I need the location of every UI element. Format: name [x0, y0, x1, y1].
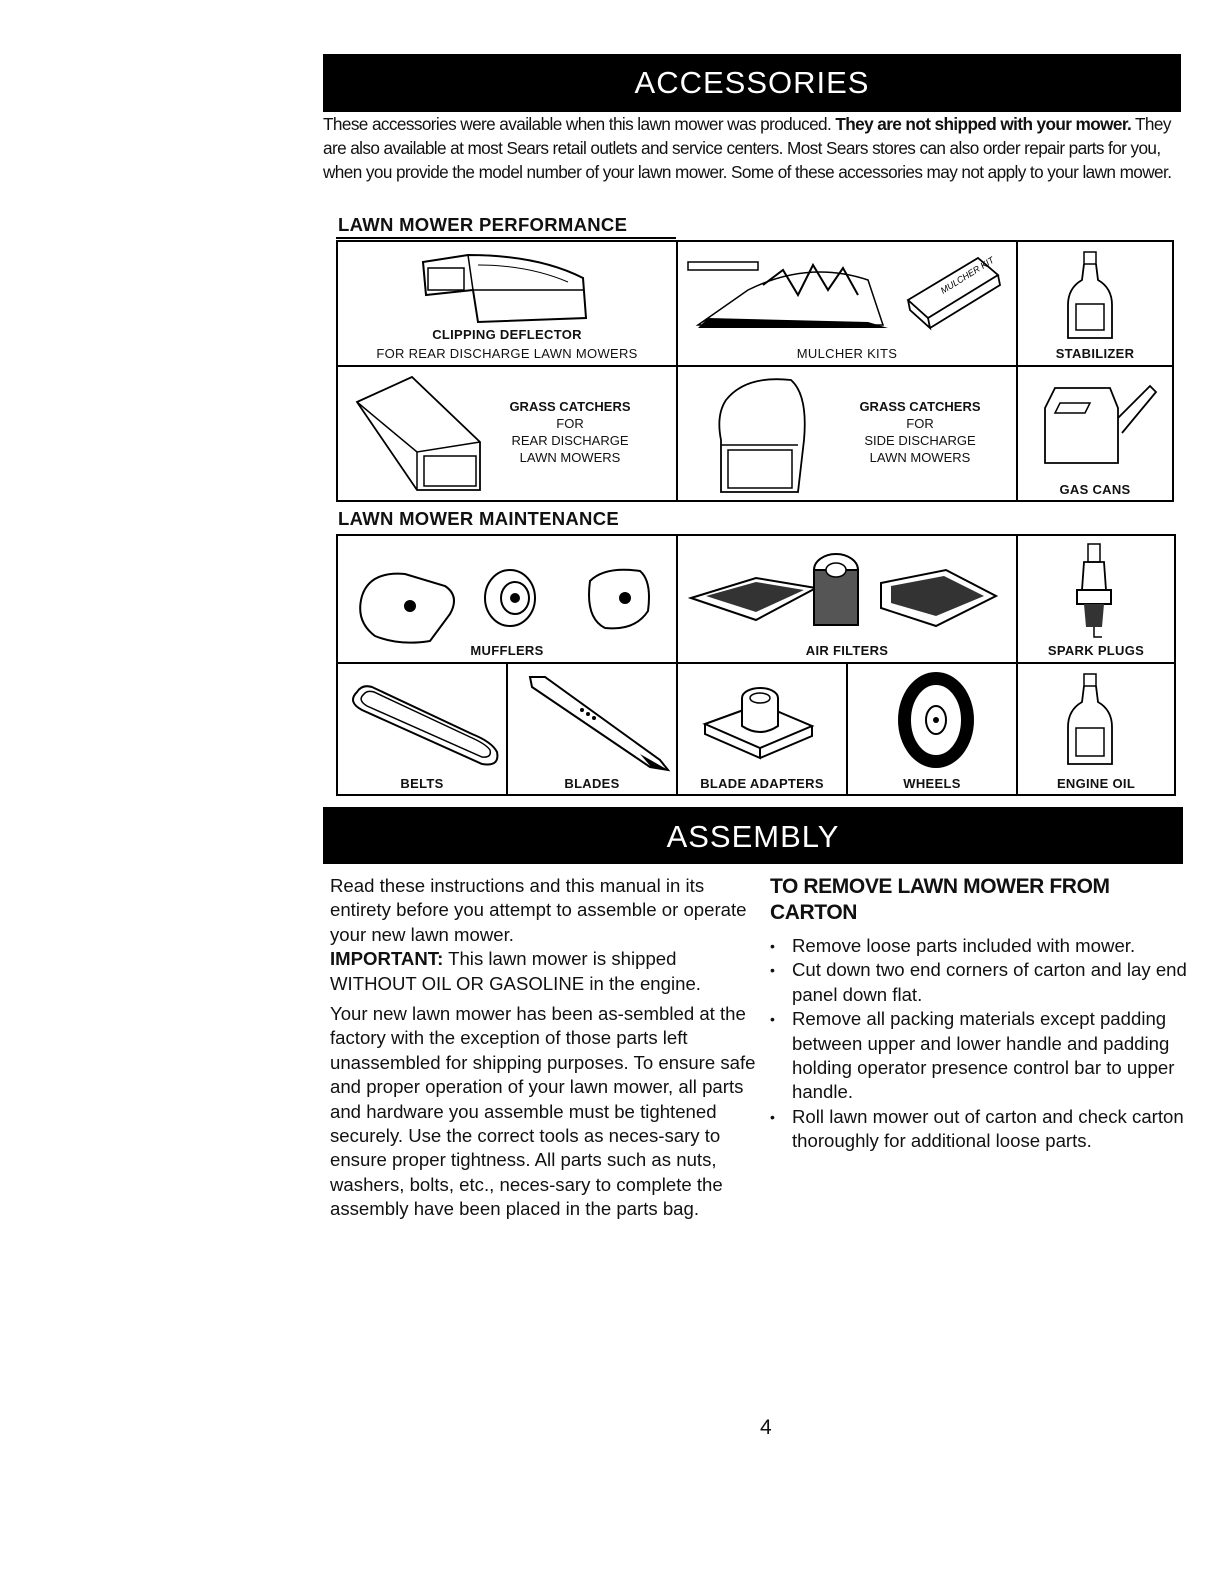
blades-label: BLADES [564, 776, 620, 791]
grass-catcher-rear-label: GRASS CATCHERS FOR REAR DISCHARGE LAWN MOWERS [509, 399, 631, 465]
blade-adapters-label: BLADE ADAPTERS [700, 776, 824, 791]
clipping-deflector-label-1: CLIPPING DEFLECTOR [432, 327, 582, 342]
remove-steps-list [770, 934, 1190, 1154]
air-filter-icon [686, 548, 1008, 640]
wheel-icon [890, 668, 980, 772]
engine-oil-label: ENGINE OIL [1056, 776, 1136, 791]
stabilizer-label: STABILIZER [1055, 346, 1135, 361]
spark-plug-icon [1072, 542, 1116, 640]
belts-label: BELTS [400, 776, 444, 791]
assembly-para-2: Your new lawn mower has been as-sembled at the factory with the exception of those parts left unassembled for shipping purposes. To ensure safe and proper operation of your lawn mower, all parts and hardware you assemble must be tightened securely. Use the correct tools as neces-sary to ensure proper tightness. All parts such as nuts, washers, bolts, etc., neces-sary to complete the assembly have been placed in the parts bag. [330, 1003, 756, 1220]
belt-icon [342, 672, 504, 772]
mulcher-kit-icon [688, 250, 1008, 335]
stabilizer-bottle-icon [1060, 250, 1120, 342]
blade-icon [520, 672, 670, 772]
page-number: 4 [760, 1416, 772, 1439]
gas-cans-label: GAS CANS [1059, 482, 1131, 497]
performance-heading: LAWN MOWER PERFORMANCE [338, 214, 628, 235]
air-filters-label: AIR FILTERS [805, 643, 889, 658]
intro-text-2: They are also available at most Sears retail outlets and service centers. Most Sears stores can also order repair parts for you, when you provide the model number of your lawn mower. Some of these accessories may not apply to your lawn mower. [323, 114, 1172, 182]
accessories-intro [323, 112, 1193, 184]
list-item: • Remove loose parts included with mower. [792, 934, 1190, 958]
intro-bold: They are not shipped with your mower. [835, 114, 1132, 134]
grass-catcher-side-icon [716, 370, 816, 495]
assembly-para-1: Read these instructions and this manual in its entirety before you attempt to assemble or operate your new lawn mower. [330, 875, 747, 945]
grass-catcher-side-label: GRASS CATCHERS FOR SIDE DISCHARGE LAWN MOWERS [859, 399, 981, 465]
engine-oil-bottle-icon [1060, 672, 1120, 768]
spark-plugs-label: SPARK PLUGS [1047, 643, 1145, 658]
remove-from-carton-title: TO REMOVE LAWN MOWER FROM CARTON [770, 875, 1110, 924]
gas-can-icon [1040, 378, 1160, 468]
clipping-deflector-label-2: FOR REAR DISCHARGE LAWN MOWERS [376, 346, 638, 361]
maintenance-heading: LAWN MOWER MAINTENANCE [338, 508, 619, 529]
clipping-deflector-icon [418, 250, 598, 330]
assembly-banner: ASSEMBLY [323, 807, 1183, 864]
blade-adapter-icon [700, 676, 820, 766]
svg-text:MULCHER KIT: MULCHER KIT [938, 254, 996, 296]
muffler-icon [350, 556, 665, 646]
mulcher-kits-label: MULCHER KITS [796, 346, 898, 361]
grass-catcher-rear-icon [352, 372, 492, 494]
list-item: • Roll lawn mower out of carton and check carton thoroughly for additional loose parts. [792, 1105, 1190, 1154]
mufflers-label: MUFFLERS [470, 643, 544, 658]
assembly-left-column [330, 874, 765, 1222]
wheels-label: WHEELS [903, 776, 961, 791]
list-item: • Cut down two end corners of carton and lay end panel down flat. [792, 958, 1190, 1007]
assembly-right-column [770, 874, 1190, 1154]
accessories-banner: ACCESSORIES [323, 54, 1181, 112]
list-item: • Remove all packing materials except padding between upper and lower handle and padding holding operator presence control bar to upper handle. [792, 1007, 1190, 1105]
intro-text-1: These accessories were available when this lawn mower was produced. [323, 114, 836, 134]
assembly-important: IMPORTANT: This lawn mower is shipped WITHOUT OIL OR GASOLINE in the engine. [330, 948, 701, 994]
